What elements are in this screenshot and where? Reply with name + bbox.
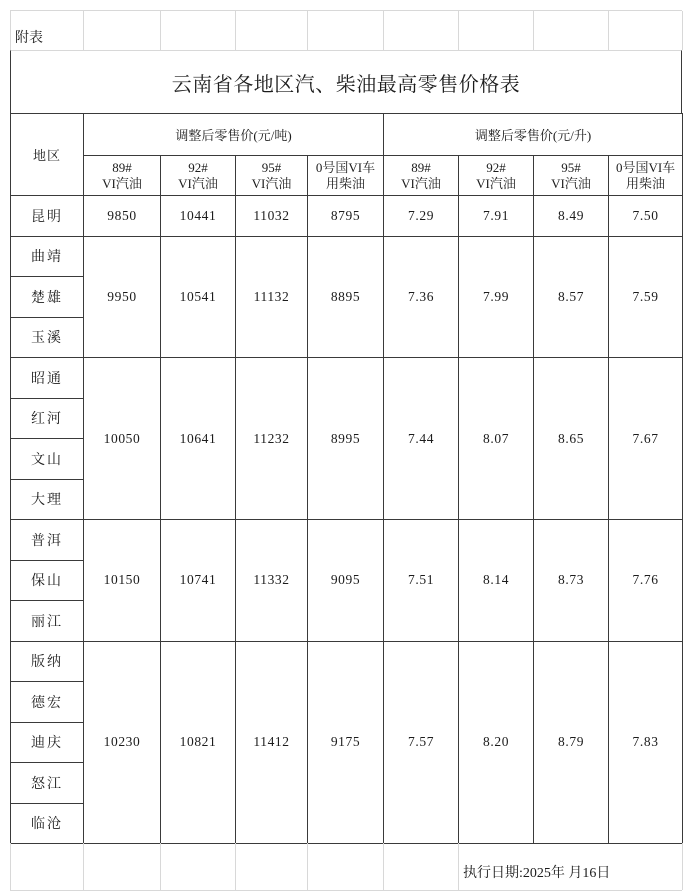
price-per-liter-cell: 7.51 — [384, 520, 459, 642]
region-cell: 迪庆 — [11, 722, 84, 763]
sheet-top-row — [10, 10, 682, 50]
region-header: 地区 — [11, 114, 84, 196]
price-per-liter-cell: 7.36 — [384, 236, 459, 358]
price-per-ton-cell: 11412 — [236, 641, 308, 844]
price-per-liter-cell: 7.99 — [459, 236, 534, 358]
product-header-ton-95 — [236, 156, 308, 196]
product-type: 用柴油 — [626, 175, 666, 191]
product-header-ton-diesel — [308, 156, 384, 196]
header-row-products — [11, 156, 683, 196]
per-liter-group-header: 调整后零售价(元/升) — [384, 114, 683, 156]
price-per-ton-cell: 10821 — [161, 641, 236, 844]
price-per-liter-cell: 8.07 — [459, 358, 534, 520]
product-grade: 89# — [112, 159, 132, 175]
price-per-ton-cell: 11332 — [236, 520, 308, 642]
region-cell: 版纳 — [11, 641, 84, 682]
price-per-liter-cell: 8.57 — [534, 236, 609, 358]
region-cell: 普洱 — [11, 520, 84, 561]
product-grade: 92# — [486, 159, 506, 175]
product-type: VI汽油 — [251, 175, 292, 191]
price-per-liter-cell: 8.14 — [459, 520, 534, 642]
price-per-ton-cell: 10441 — [161, 196, 236, 237]
grid-cell — [384, 11, 459, 50]
region-cell: 丽江 — [11, 601, 84, 642]
price-per-ton-cell: 8795 — [308, 196, 384, 237]
grid-cell — [308, 11, 384, 50]
price-per-ton-cell: 10741 — [161, 520, 236, 642]
table-body — [11, 196, 683, 844]
product-header-liter-92 — [459, 156, 534, 196]
product-header-liter-89 — [384, 156, 459, 196]
price-per-liter-cell: 7.91 — [459, 196, 534, 237]
table-row — [11, 196, 683, 237]
price-per-ton-cell: 9095 — [308, 520, 384, 642]
table-row — [11, 641, 683, 682]
product-type: 用柴油 — [326, 175, 366, 191]
product-header-liter-diesel — [609, 156, 683, 196]
grid-cell — [236, 843, 308, 890]
price-per-liter-cell: 8.49 — [534, 196, 609, 237]
price-per-ton-cell: 10541 — [161, 236, 236, 358]
table-row — [11, 520, 683, 561]
product-type: VI汽油 — [476, 175, 516, 191]
price-per-liter-cell: 7.29 — [384, 196, 459, 237]
price-per-ton-cell: 9850 — [84, 196, 161, 237]
product-header-ton-89 — [84, 156, 161, 196]
product-grade: 0号国VI车 — [615, 159, 676, 175]
price-per-liter-cell: 7.76 — [609, 520, 683, 642]
region-cell: 文山 — [11, 439, 84, 480]
price-per-liter-cell: 7.83 — [609, 641, 683, 844]
region-cell: 保山 — [11, 560, 84, 601]
price-table — [10, 113, 683, 844]
header-row-groups — [11, 114, 683, 156]
effective-date: 执行日期:2025年 月16日 — [459, 843, 683, 890]
grid-cell — [534, 11, 609, 50]
price-per-liter-cell: 7.50 — [609, 196, 683, 237]
region-cell: 红河 — [11, 398, 84, 439]
grid-cell — [308, 843, 384, 890]
table-header — [11, 114, 683, 196]
price-per-ton-cell: 11032 — [236, 196, 308, 237]
product-grade: 95# — [261, 159, 282, 175]
price-per-liter-cell: 7.67 — [609, 358, 683, 520]
price-per-liter-cell: 8.65 — [534, 358, 609, 520]
product-grade: 92# — [188, 159, 208, 175]
price-per-ton-cell: 8995 — [308, 358, 384, 520]
grid-cell — [459, 11, 534, 50]
product-type: VI汽油 — [102, 175, 142, 191]
sheet-footer-row — [10, 843, 682, 891]
grid-cell — [84, 843, 161, 890]
product-type: VI汽油 — [551, 175, 591, 191]
region-cell: 楚雄 — [11, 277, 84, 318]
price-per-liter-cell: 7.59 — [609, 236, 683, 358]
table-row — [11, 236, 683, 277]
region-cell: 昆明 — [11, 196, 84, 237]
title-row — [10, 50, 682, 113]
grid-cell — [161, 11, 236, 50]
grid-cell — [236, 11, 308, 50]
product-type: VI汽油 — [401, 175, 441, 191]
price-per-ton-cell: 10150 — [84, 520, 161, 642]
grid-cell — [11, 843, 84, 890]
grid-cell — [384, 843, 459, 890]
price-per-ton-cell: 11132 — [236, 236, 308, 358]
region-cell: 昭通 — [11, 358, 84, 399]
price-per-ton-cell: 10050 — [84, 358, 161, 520]
price-per-ton-cell: 8895 — [308, 236, 384, 358]
grid-cell — [161, 843, 236, 890]
price-per-ton-cell: 10641 — [161, 358, 236, 520]
product-grade: 89# — [411, 159, 431, 175]
price-per-liter-cell: 8.20 — [459, 641, 534, 844]
product-type: VI汽油 — [178, 175, 218, 191]
price-per-ton-cell: 11232 — [236, 358, 308, 520]
price-per-ton-cell: 10230 — [84, 641, 161, 844]
region-cell: 大理 — [11, 479, 84, 520]
price-per-liter-cell: 8.79 — [534, 641, 609, 844]
region-cell: 怒江 — [11, 763, 84, 804]
price-per-liter-cell: 8.73 — [534, 520, 609, 642]
product-grade: 95# — [561, 159, 581, 175]
product-header-liter-95 — [534, 156, 609, 196]
region-cell: 临沧 — [11, 803, 84, 844]
grid-cell — [609, 11, 683, 50]
price-per-ton-cell: 9175 — [308, 641, 384, 844]
region-cell: 玉溪 — [11, 317, 84, 358]
region-cell: 德宏 — [11, 682, 84, 723]
price-per-liter-cell: 7.57 — [384, 641, 459, 844]
per-ton-group-header: 调整后零售价(元/吨) — [84, 114, 384, 156]
product-header-ton-92 — [161, 156, 236, 196]
page-title: 云南省各地区汽、柴油最高零售价格表 — [171, 73, 521, 96]
table-row — [11, 358, 683, 399]
product-grade: 0号国VI车 — [315, 159, 376, 175]
price-per-ton-cell: 9950 — [84, 236, 161, 358]
price-per-liter-cell: 7.44 — [384, 358, 459, 520]
region-cell: 曲靖 — [11, 236, 84, 277]
attachment-note: 附表 — [11, 11, 84, 50]
grid-cell — [84, 11, 161, 50]
